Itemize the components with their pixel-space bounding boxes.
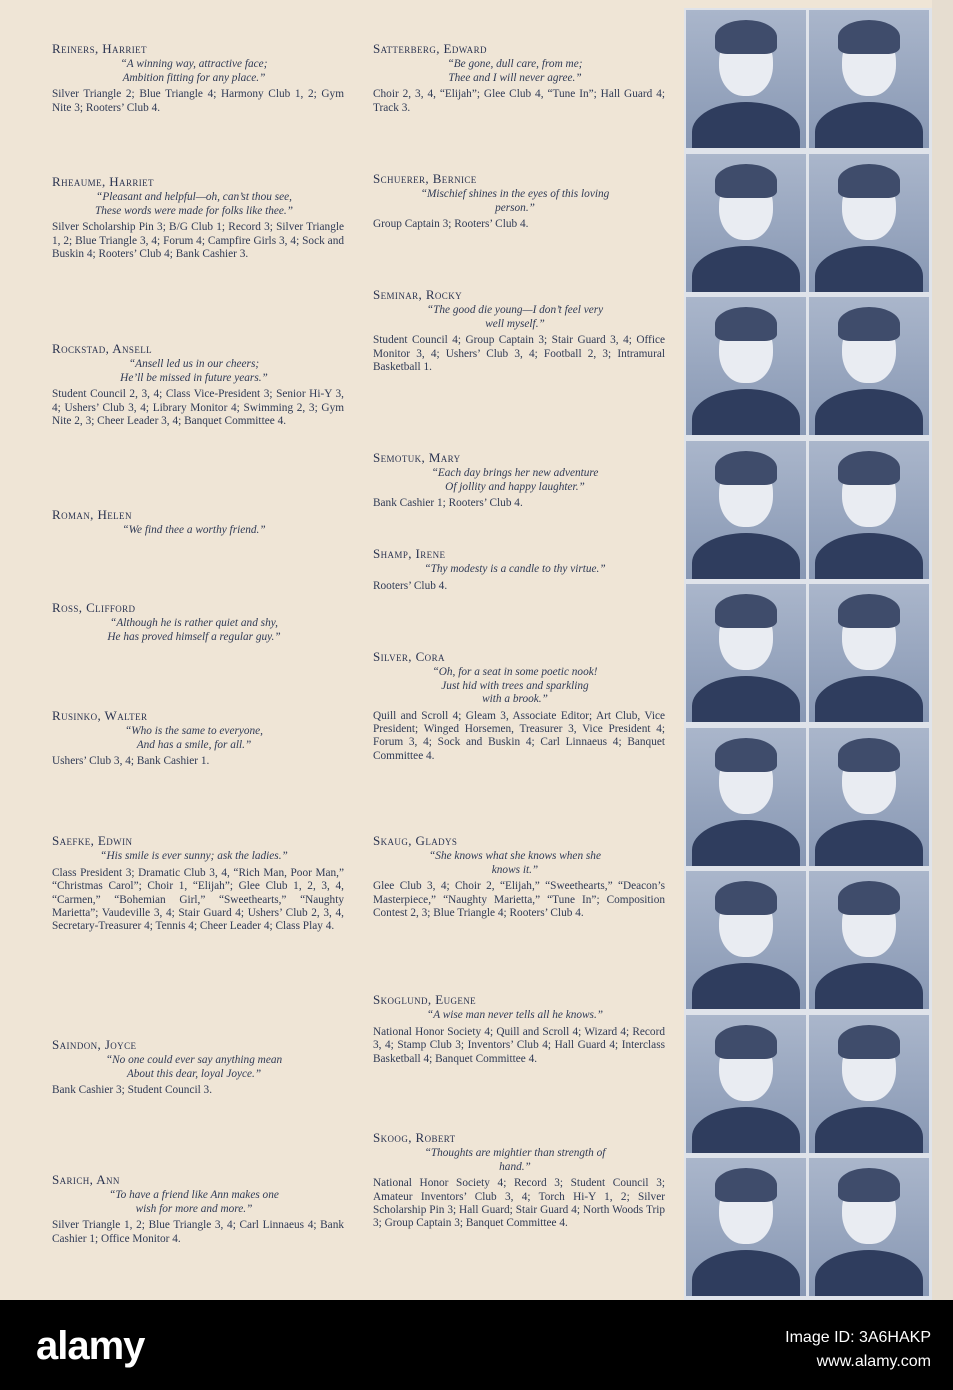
student-entry — [373, 993, 665, 1066]
student-activities: Class President 3; Dramatic Club 3, 4, “Rich Man, Poor Man,” “Christmas Carol”; Choir 1, “Elijah”; Glee Club 1, 2, 3, 4, “Carmen,” “Bohemian Girl,” “Sweethearts,” “Naughty Marietta”; Vaudeville 3, 4; Stair Guard 4; Ushers’ Club 2, 3, 4, Secretary-Treasurer 4; Tennis 4; Cheer Leader 4; Class Play 4. — [52, 866, 344, 933]
student-quote — [52, 725, 344, 752]
student-quote — [373, 563, 665, 576]
student-entry — [52, 42, 344, 115]
student-activities: National Honor Society 4; Quill and Scroll 4; Wizard 4; Record 3, 4; Stamp Club 3; Inventors’ Club 4; Hall Guard 4; Interclass Basketball 4; Banquet Committee 4. — [373, 1025, 665, 1065]
student-quote — [52, 1189, 344, 1216]
student-entry — [52, 508, 344, 541]
student-portrait — [809, 441, 929, 579]
student-quote — [373, 58, 665, 85]
quote-line: He has proved himself a regular guy.” — [107, 630, 281, 643]
student-name: Semotuk, Mary — [373, 450, 461, 465]
quote-line: person.” — [495, 201, 535, 214]
student-name: Sarich, Ann — [52, 1172, 120, 1187]
student-name: Saefke, Edwin — [52, 833, 133, 848]
student-activities: Silver Triangle 1, 2; Blue Triangle 3, 4; Carl Linnaeus 4; Bank Cashier 1; Office Monitor 4. — [52, 1219, 344, 1245]
student-name: Rheaume, Harriet — [52, 174, 154, 189]
student-quote — [52, 358, 344, 385]
image-id: Image ID: 3A6HAKP — [785, 1329, 931, 1346]
quote-line: knows it.” — [491, 863, 539, 876]
student-name: Skoglund, Eugene — [373, 992, 477, 1007]
quote-line: “Thoughts are mightier than strength of — [424, 1147, 606, 1160]
student-activities: Quill and Scroll 4; Gleam 3, Associate Editor; Art Club, Vice President; Winged Horsemen, Treasurer 3, Vice President 4; Forum 3, 4; Sock and Buskin 4; Carl Linnaeus 4; Banquet Committee 4. — [373, 709, 665, 762]
image-info — [785, 1326, 931, 1374]
student-activities: Student Council 2, 3, 4; Class Vice-President 3; Senior Hi-Y 3, 4; Ushers’ Club 3, 4; Library Monitor 4; Swimming 2, 3; Gym Nite 2, 3; Cheer Leader 3, 4; Banquet Committee 4. — [52, 388, 344, 428]
watermark-footer — [0, 1300, 953, 1390]
student-activities: National Honor Society 4; Record 3; Student Council 3; Amateur Inventors’ Club 3, 4; Torch Hi-Y 1, 2; Silver Scholarship Pin 3; Hall Guard; Stair Guard 4; North Woods Trip 3; Group Captain 3; Banquet Committee 4. — [373, 1177, 665, 1230]
student-quote — [52, 850, 344, 863]
student-portrait — [809, 871, 929, 1009]
student-entry — [373, 1131, 665, 1231]
student-portrait — [809, 728, 929, 866]
student-portrait — [686, 1015, 806, 1153]
student-entry — [52, 709, 344, 769]
student-quote — [52, 191, 344, 218]
student-entry — [52, 1038, 344, 1098]
quote-line: “Pleasant and helpful—oh, can’st thou see, — [96, 191, 292, 204]
student-quote — [373, 666, 665, 706]
student-portrait — [809, 1015, 929, 1153]
quote-line: “A wise man never tells all he knows.” — [426, 1009, 604, 1022]
quote-line: “Although he is rather quiet and shy, — [110, 617, 278, 630]
student-name: Silver, Cora — [373, 649, 445, 664]
quote-line: And has a smile, for all.” — [136, 738, 252, 751]
quote-line: “To have a friend like Ann makes one — [109, 1189, 279, 1202]
quote-line: “Ansell led us in our cheers; — [128, 358, 260, 371]
quote-line: Of jollity and happy laughter.” — [445, 480, 585, 493]
quote-line: “We find thee a worthy friend.” — [122, 524, 266, 537]
student-portrait — [686, 10, 806, 148]
student-quote — [373, 850, 665, 877]
student-name: Saindon, Joyce — [52, 1037, 137, 1052]
student-portrait — [809, 10, 929, 148]
student-name: Skaug, Gladys — [373, 833, 458, 848]
student-portrait — [686, 584, 806, 722]
portrait-strip — [684, 8, 932, 1300]
student-entry — [373, 172, 665, 232]
quote-line: These words were made for folks like thee.” — [94, 204, 294, 217]
student-portrait — [686, 1158, 806, 1296]
student-entry — [52, 834, 344, 934]
student-quote — [373, 188, 665, 215]
quote-line: “Each day brings her new adventure — [431, 467, 599, 480]
quote-line: wish for more and more.” — [135, 1202, 253, 1215]
student-portrait — [686, 297, 806, 435]
student-activities: Ushers’ Club 3, 4; Bank Cashier 1. — [52, 755, 210, 768]
student-quote — [373, 1009, 665, 1022]
quote-line: “A winning way, attractive face; — [120, 58, 268, 71]
student-quote — [373, 304, 665, 331]
student-activities: Silver Scholarship Pin 3; B/G Club 1; Record 3; Silver Triangle 1, 2; Blue Triangle 3, 4; Forum 4; Campfire Girls 3, 4; Sock and Buskin 4; Rooters’ Club 4; Bank Cashier 3. — [52, 221, 344, 261]
student-entry — [52, 175, 344, 261]
student-portrait — [809, 297, 929, 435]
student-entry — [373, 451, 665, 511]
student-quote — [52, 1054, 344, 1081]
student-portrait — [809, 154, 929, 292]
quote-line: “No one could ever say anything mean — [105, 1054, 283, 1067]
student-name: Reiners, Harriet — [52, 41, 147, 56]
student-portrait — [809, 1158, 929, 1296]
student-name: Roman, Helen — [52, 507, 132, 522]
student-quote — [52, 524, 344, 537]
student-entry — [373, 547, 665, 593]
student-quote — [373, 1147, 665, 1174]
quote-line: well myself.” — [485, 317, 545, 330]
student-name: Skoog, Robert — [373, 1130, 456, 1145]
quote-line: Just hid with trees and sparkling — [441, 679, 589, 692]
quote-line: Ambition fitting for any place.” — [122, 71, 266, 84]
quote-line: “His smile is ever sunny; ask the ladies.” — [100, 850, 288, 863]
student-portrait — [686, 154, 806, 292]
quote-line: Thee and I will never agree.” — [448, 71, 582, 84]
student-quote — [52, 58, 344, 85]
student-activities: Group Captain 3; Rooters’ Club 4. — [373, 218, 529, 231]
student-activities: Bank Cashier 3; Student Council 3. — [52, 1084, 213, 1097]
student-entry — [52, 601, 344, 647]
student-activities: Choir 2, 3, 4, “Elijah”; Glee Club 4, “Tune In”; Hall Guard 4; Track 3. — [373, 88, 665, 114]
student-name: Seminar, Rocky — [373, 287, 463, 302]
student-portrait — [686, 728, 806, 866]
alamy-logo: alamy — [36, 1324, 145, 1368]
student-name: Rusinko, Walter — [52, 708, 148, 723]
student-quote — [373, 467, 665, 494]
student-quote — [52, 617, 344, 644]
quote-line: He’ll be missed in future years.” — [120, 371, 268, 384]
student-name: Satterberg, Edward — [373, 41, 487, 56]
student-portrait — [686, 441, 806, 579]
quote-line: “Who is the same to everyone, — [124, 725, 264, 738]
student-activities: Student Council 4; Group Captain 3; Stair Guard 3, 4; Office Monitor 3, 4; Ushers’ Club 3, 4; Football 2, 3; Intramural Basketball 1. — [373, 334, 665, 374]
student-entry — [52, 342, 344, 428]
student-entry — [52, 1173, 344, 1246]
student-name: Rockstad, Ansell — [52, 341, 153, 356]
student-entry — [373, 650, 665, 763]
student-name: Shamp, Irene — [373, 546, 446, 561]
quote-line: “Thy modesty is a candle to thy virtue.” — [424, 563, 606, 576]
student-entry — [373, 42, 665, 115]
student-activities: Rooters’ Club 4. — [373, 579, 448, 592]
quote-line: hand.” — [499, 1160, 531, 1173]
quote-line: with a brook.” — [482, 693, 548, 706]
student-activities: Silver Triangle 2; Blue Triangle 4; Harmony Club 1, 2; Gym Nite 3; Rooters’ Club 4. — [52, 88, 344, 114]
student-activities: Glee Club 3, 4; Choir 2, “Elijah,” “Sweethearts,” “Deacon’s Masterpiece,” “Naughty Marietta,” “Tune In”; Composition Contest 2, 3; Blue Triangle 4; Rooters’ Club 4. — [373, 880, 665, 920]
quote-line: “Mischief shines in the eyes of this loving — [420, 188, 610, 201]
student-entry — [373, 288, 665, 374]
quote-line: “The good die young—I don’t feel very — [426, 304, 604, 317]
site-url: www.alamy.com — [816, 1353, 931, 1370]
quote-line: “Be gone, dull care, from me; — [447, 58, 583, 71]
quote-line: “Oh, for a seat in some poetic nook! — [432, 666, 598, 679]
quote-line: “She knows what she knows when she — [429, 850, 601, 863]
student-name: Schuerer, Bernice — [373, 171, 477, 186]
quote-line: About this dear, loyal Joyce.” — [126, 1067, 262, 1080]
student-entry — [373, 834, 665, 920]
student-portrait — [686, 871, 806, 1009]
student-portrait — [809, 584, 929, 722]
student-activities: Bank Cashier 1; Rooters’ Club 4. — [373, 497, 523, 510]
student-name: Ross, Clifford — [52, 600, 136, 615]
page-edge — [932, 0, 953, 1300]
